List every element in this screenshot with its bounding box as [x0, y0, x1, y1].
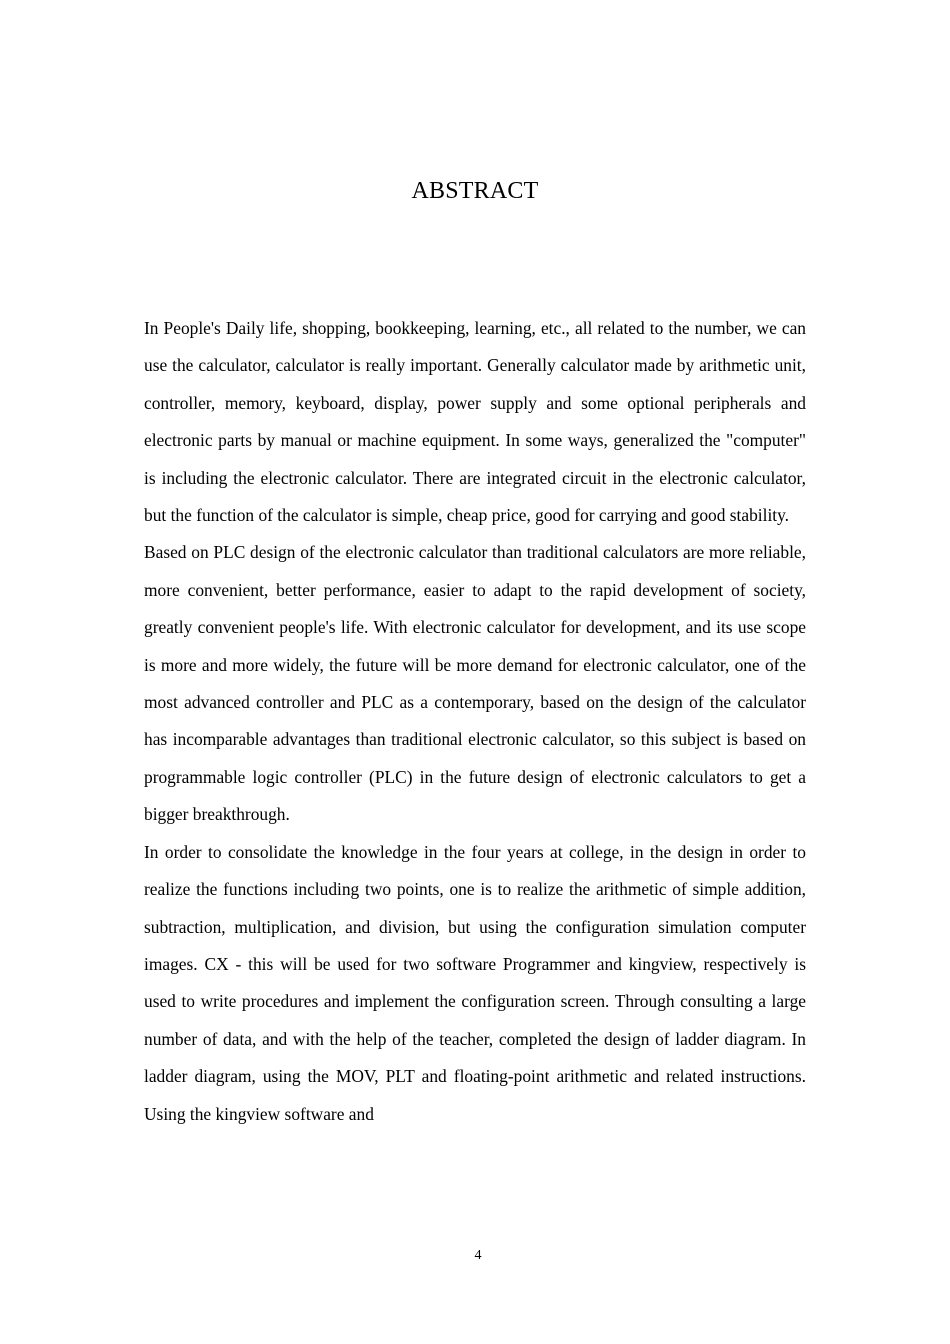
abstract-title: ABSTRACT: [411, 178, 539, 204]
page-number: 4: [474, 1248, 482, 1263]
abstract-paragraph-3: In order to consolidate the knowledge in the four years at college, in the design in order to realize the functions including two points, one is to realize the arithmetic of simple addition, subtraction, multiplication, and division, but using the configuration simulation computer images. CX - this will be used for two software Programmer and kingview, respectively is used to write procedures and implement the configuration screen. Through consulting a large number of data, and with the help of the teacher, completed the design of ladder diagram. In ladder diagram, using the MOV, PLT and floating-point arithmetic and related instructions. Using the kingview software and: [144, 841, 806, 1124]
abstract-body: [144, 310, 806, 1133]
abstract-paragraph-2: Based on PLC design of the electronic calculator than traditional calculators are more reliable, more convenient, better performance, easier to adapt to the rapid development of society, greatly convenient people's life. With electronic calculator for development, and its use scope is more and more widely, the future will be more demand for electronic calculator, one of the most advanced controller and PLC as a contemporary, based on the design of the calculator has incomparable advantages than traditional electronic calculator, so this subject is based on programmable logic controller (PLC) in the future design of electronic calculators to get a bigger breakthrough.: [144, 542, 806, 825]
abstract-paragraph-1: In People's Daily life, shopping, bookkeeping, learning, etc., all related to the number, we can use the calculator, calculator is really important. Generally calculator made by arithmetic unit, controller, memory, keyboard, display, power supply and some optional peripherals and electronic parts by manual or machine equipment. In some ways, generalized the "computer" is including the electronic calculator. There are integrated circuit in the electronic calculator, but the function of the calculator is simple, cheap price, good for carrying and good stability.: [144, 318, 806, 526]
